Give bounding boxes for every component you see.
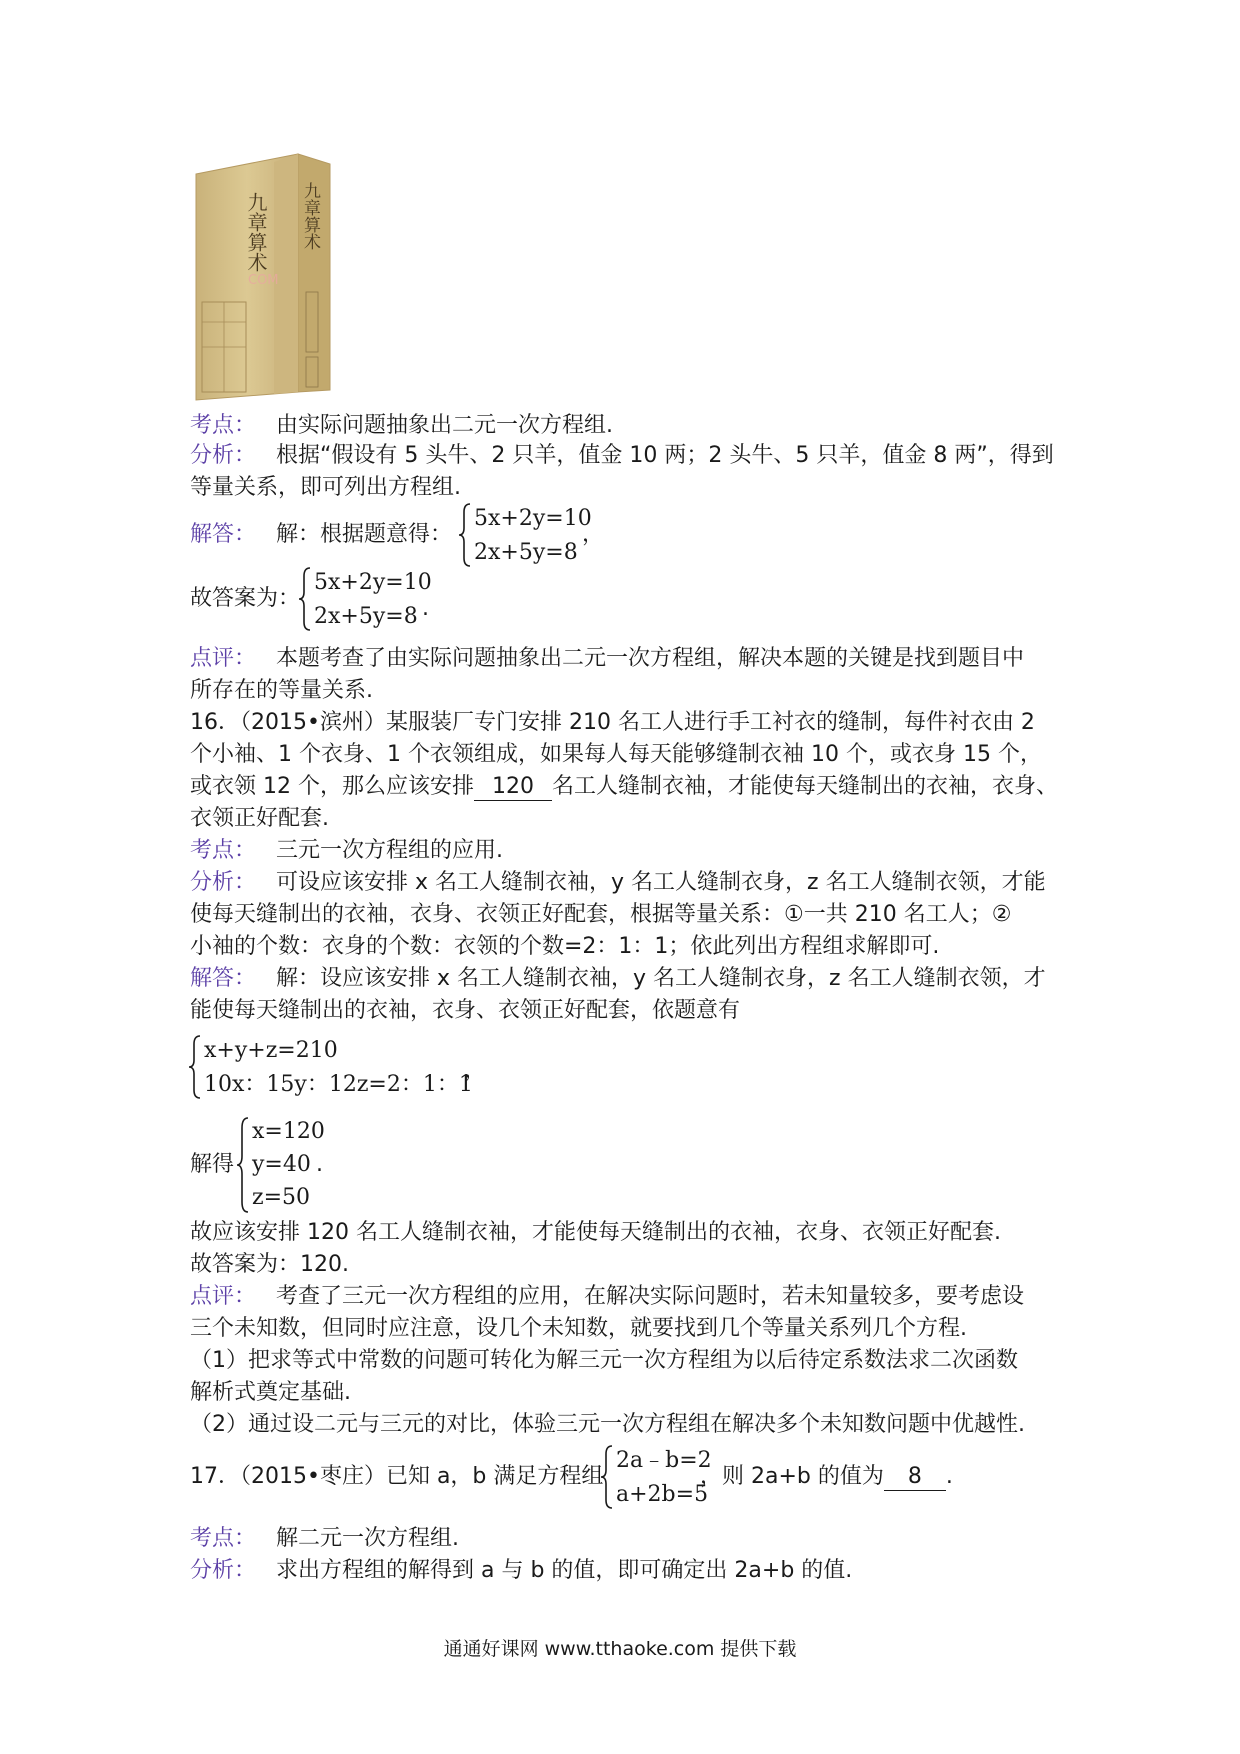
q16-jieda-cont: 能使每天缝制出的衣袖，衣身、衣领正好配套，依题意有: [190, 998, 741, 1023]
q15-fenxi-cont: 等量关系，即可列出方程组.: [190, 475, 461, 500]
q16-note2: （2）通过设二元与三元的对比，体验三元一次方程组在解决多个未知数问题中优越性.: [190, 1412, 1025, 1437]
q17-answer-blank: 8: [884, 1464, 946, 1491]
q17-question-tail: ，则 2a+b 的值为 8 .: [700, 1464, 953, 1489]
q16-fenxi-cont1: 使每天缝制出的衣袖，衣身、衣领正好配套，根据等量关系：①一共 210 名工人；②: [190, 902, 1012, 927]
q16-dianping-cont: 三个未知数，但同时应注意，设几个未知数，就要找到几个等量关系列几个方程.: [190, 1316, 967, 1341]
q17-stem: 17．（2015•枣庄）已知 a，b 满足方程组: [190, 1464, 604, 1489]
q15-jieda: 解答： 解：根据题意得：: [190, 522, 453, 547]
label-dianping: 点评：: [190, 1284, 257, 1309]
page-footer: 通通好课网 www.tthaoke.com 提供下载: [443, 1638, 797, 1660]
q16-guda: 故答案为：120.: [190, 1252, 349, 1277]
q16-stem-line1: 16．（2015•滨州）某服装厂专门安排 210 名工人进行手工衬衣的缝制，每件衬衣由 2: [190, 710, 1035, 735]
label-fenxi: 分析：: [190, 1558, 257, 1583]
brace-icon: [458, 502, 472, 568]
book-title-text: 九章算术: [244, 192, 268, 272]
brace-icon: [236, 1116, 250, 1214]
q16-note1: （1）把求等式中常数的问题可转化为解三元一次方程组为以后待定系数法求二次函数: [190, 1348, 1018, 1373]
q16-fenxi-cont2: 小袖的个数：衣身的个数：衣领的个数=2：1：1；依此列出方程组求解即可.: [190, 934, 940, 959]
q16-kaodian: 考点： 三元一次方程组的应用.: [190, 838, 504, 863]
q16-sol-y: y=40: [252, 1152, 311, 1177]
q17-kaodian: 考点： 解二元一次方程组.: [190, 1526, 460, 1551]
q17-eq1: 2a﹣b=2: [616, 1448, 712, 1473]
q15-dianping: 点评： 本题考查了由实际问题抽象出二元一次方程组，解决本题的关键是找到题目中: [190, 646, 1025, 671]
q16-note1-cont: 解析式奠定基础.: [190, 1380, 351, 1405]
q16-jiede-label: 解得: [190, 1152, 235, 1177]
q15-answer-system: 5x+2y=10 2x+5y=8 .: [298, 566, 438, 636]
q16-stem-line3: 或衣领 12 个，那么应该安排 120 名工人缝制衣袖，才能使每天缝制出的衣袖，衣身、: [190, 774, 1058, 799]
q16-eq2: 10x：15y：12z=2：1：1: [204, 1072, 473, 1097]
label-fenxi: 分析：: [190, 443, 257, 468]
brace-icon: [298, 566, 312, 632]
label-fenxi: 分析：: [190, 870, 257, 895]
q17-eq2: a+2b=5: [616, 1482, 709, 1507]
q16-dianping: 点评： 考查了三元一次方程组的应用，在解决实际问题时，若未知量较多，要考虑设: [190, 1284, 1025, 1309]
brace-icon: [600, 1444, 614, 1510]
q17-fenxi: 分析： 求出方程组的解得到 a 与 b 的值，即可确定出 2a+b 的值.: [190, 1558, 853, 1583]
q15-eq1: 5x+2y=10: [474, 506, 592, 531]
q16-sol-z: z=50: [252, 1185, 311, 1210]
label-kaodian: 考点：: [190, 838, 257, 863]
q16-solution-system: x=120 y=40 z=50 .: [236, 1116, 356, 1216]
q15-fenxi: 分析： 根据“假设有 5 头牛、2 只羊，值金 10 两；2 头牛、5 只羊，值金 8 两”，得到: [190, 443, 1054, 468]
q16-jieda: 解答： 解：设应该安排 x 名工人缝制衣袖，y 名工人缝制衣身，z 名工人缝制衣领，才: [190, 966, 1046, 991]
q16-conclusion: 故应该安排 120 名工人缝制衣袖，才能使每天缝制出的衣袖，衣身、衣领正好配套.: [190, 1220, 1001, 1245]
q17-equation-system: [600, 1444, 1080, 1514]
q16-answer-blank: 120: [474, 774, 552, 801]
q15-answer-eq1: 5x+2y=10: [314, 570, 432, 595]
label-jieda: 解答：: [190, 522, 257, 547]
q15-answer-eq2: 2x+5y=8: [314, 604, 418, 629]
q15-guda-label: 故答案为：: [190, 586, 301, 611]
q15-equation-system: 5x+2y=10 2x+5y=8 ，: [458, 502, 598, 572]
q15-eq2: 2x+5y=8: [474, 540, 578, 565]
q16-eq1: x+y+z=210: [204, 1038, 338, 1063]
book-cover-image: [188, 152, 338, 402]
q15-dianping-cont: 所存在的等量关系.: [190, 678, 373, 703]
q16-equation-system: x+y+z=210 10x：15y：12z=2：1：1 ，: [188, 1034, 488, 1104]
q16-fenxi: 分析： 可设应该安排 x 名工人缝制衣袖，y 名工人缝制衣身，z 名工人缝制衣领，才能: [190, 870, 1046, 895]
q16-stem-line2: 个小袖、1 个衣身、1 个衣领组成，如果每人每天能够缝制衣袖 10 个，或衣身 15 个，: [190, 742, 1042, 767]
label-kaodian: 考点：: [190, 413, 257, 438]
q15-kaodian: 考点： 由实际问题抽象出二元一次方程组.: [190, 413, 614, 438]
svg-text:九章算术: 九章算术: [300, 182, 320, 250]
watermark-text: COM: [248, 273, 279, 288]
q16-sol-x: x=120: [252, 1119, 325, 1144]
q16-stem-line4: 衣领正好配套.: [190, 806, 329, 831]
label-kaodian: 考点：: [190, 1526, 257, 1551]
label-dianping: 点评：: [190, 646, 257, 671]
label-jieda: 解答：: [190, 966, 257, 991]
brace-icon: [188, 1034, 202, 1100]
